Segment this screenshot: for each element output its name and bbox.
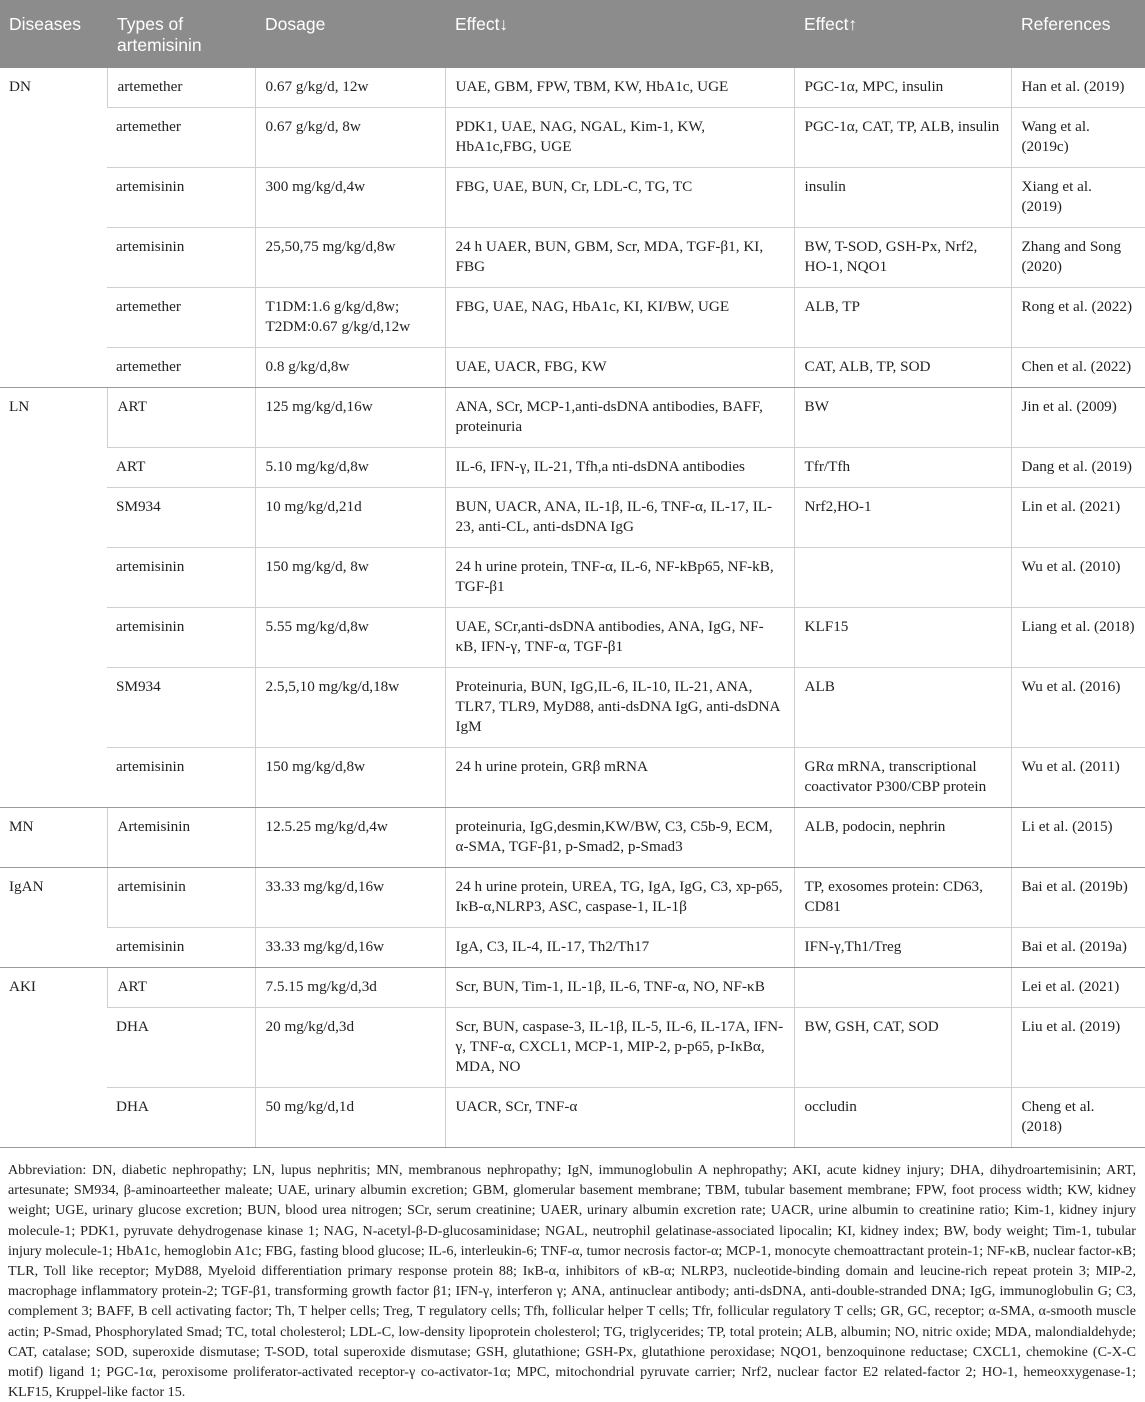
effect-down-cell: BUN, UACR, ANA, IL-1β, IL-6, TNF-α, IL-17, IL-23, anti-CL, anti-dsDNA IgG: [445, 488, 794, 548]
reference-cell: Bai et al. (2019b): [1011, 868, 1145, 928]
header-types: Types of artemisinin: [107, 0, 255, 68]
table-body: [0, 68, 1145, 1148]
effect-down-cell: 24 h urine protein, UREA, TG, IgA, IgG, C3, xp-p65, IκB-α,NLRP3, ASC, caspase-1, IL-1β: [445, 868, 794, 928]
effect-up-cell: GRα mRNA, transcriptional coactivator P300/CBP protein: [794, 748, 1011, 808]
artemisinin-type-cell: artemether: [107, 348, 255, 388]
effect-down-cell: 24 h UAER, BUN, GBM, Scr, MDA, TGF-β1, KI, FBG: [445, 228, 794, 288]
effect-up-cell: occludin: [794, 1088, 1011, 1148]
artemisinin-type-cell: ART: [107, 388, 255, 448]
header-dosage: Dosage: [255, 0, 445, 68]
disease-cell: LN: [0, 388, 107, 808]
dosage-cell: 0.67 g/kg/d, 8w: [255, 108, 445, 168]
dosage-cell: 5.55 mg/kg/d,8w: [255, 608, 445, 668]
header-row: [0, 0, 1145, 68]
effect-down-cell: Scr, BUN, Tim-1, IL-1β, IL-6, TNF-α, NO, NF-κB: [445, 968, 794, 1008]
reference-cell: Wang et al. (2019c): [1011, 108, 1145, 168]
dosage-cell: 0.8 g/kg/d,8w: [255, 348, 445, 388]
header-effect-down: Effect↓: [445, 0, 794, 68]
header-effect-up: Effect↑: [794, 0, 1011, 68]
effect-down-cell: PDK1, UAE, NAG, NGAL, Kim-1, KW, HbA1c,FBG, UGE: [445, 108, 794, 168]
table-row: [0, 1008, 1145, 1088]
effect-up-cell: [794, 548, 1011, 608]
effect-up-cell: BW, T-SOD, GSH-Px, Nrf2, HO-1, NQO1: [794, 228, 1011, 288]
artemisinin-type-cell: ART: [107, 448, 255, 488]
effect-up-cell: ALB, podocin, nephrin: [794, 808, 1011, 868]
header-diseases: Diseases: [0, 0, 107, 68]
artemisinin-type-cell: artemether: [107, 288, 255, 348]
effect-down-cell: proteinuria, IgG,desmin,KW/BW, C3, C5b-9, ECM, α-SMA, TGF-β1, p-Smad2, p-Smad3: [445, 808, 794, 868]
effect-up-cell: BW: [794, 388, 1011, 448]
disease-cell: IgAN: [0, 868, 107, 968]
reference-cell: Li et al. (2015): [1011, 808, 1145, 868]
reference-cell: Lin et al. (2021): [1011, 488, 1145, 548]
table-row: [0, 1088, 1145, 1148]
effect-up-cell: ALB, TP: [794, 288, 1011, 348]
header-references: References: [1011, 0, 1145, 68]
artemisinin-type-cell: artemisinin: [107, 168, 255, 228]
effect-up-cell: Tfr/Tfh: [794, 448, 1011, 488]
effect-up-cell: TP, exosomes protein: CD63, CD81: [794, 868, 1011, 928]
artemisinin-type-cell: artemisinin: [107, 928, 255, 968]
artemisinin-type-cell: artemisinin: [107, 748, 255, 808]
effect-down-cell: UAE, UACR, FBG, KW: [445, 348, 794, 388]
effect-up-cell: IFN-γ,Th1/Treg: [794, 928, 1011, 968]
effect-down-cell: UAE, SCr,anti-dsDNA antibodies, ANA, IgG, NF-κB, IFN-γ, TNF-α, TGF-β1: [445, 608, 794, 668]
table-row: [0, 168, 1145, 228]
table-row: [0, 868, 1145, 928]
reference-cell: Han et al. (2019): [1011, 68, 1145, 108]
effect-down-cell: Scr, BUN, caspase-3, IL-1β, IL-5, IL-6, IL-17A, IFN-γ, TNF-α, CXCL1, MCP-1, MIP-2, p-p65, p-IκBα, MDA, NO: [445, 1008, 794, 1088]
table-row: [0, 808, 1145, 868]
effect-down-cell: FBG, UAE, BUN, Cr, LDL-C, TG, TC: [445, 168, 794, 228]
artemisinin-type-cell: artemether: [107, 68, 255, 108]
dosage-cell: 7.5.15 mg/kg/d,3d: [255, 968, 445, 1008]
table-header: [0, 0, 1145, 68]
reference-cell: Lei et al. (2021): [1011, 968, 1145, 1008]
disease-cell: DN: [0, 68, 107, 388]
effect-down-cell: FBG, UAE, NAG, HbA1c, KI, KI/BW, UGE: [445, 288, 794, 348]
reference-cell: Cheng et al. (2018): [1011, 1088, 1145, 1148]
effect-up-cell: insulin: [794, 168, 1011, 228]
artemisinin-type-cell: ART: [107, 968, 255, 1008]
dosage-cell: 25,50,75 mg/kg/d,8w: [255, 228, 445, 288]
artemisinin-type-cell: Artemisinin: [107, 808, 255, 868]
reference-cell: Chen et al. (2022): [1011, 348, 1145, 388]
reference-cell: Bai et al. (2019a): [1011, 928, 1145, 968]
disease-cell: AKI: [0, 968, 107, 1148]
table-row: [0, 108, 1145, 168]
effect-up-cell: [794, 968, 1011, 1008]
effect-down-cell: 24 h urine protein, GRβ mRNA: [445, 748, 794, 808]
dosage-cell: 33.33 mg/kg/d,16w: [255, 928, 445, 968]
table-row: [0, 288, 1145, 348]
effect-down-cell: IL-6, IFN-γ, IL-21, Tfh,a nti-dsDNA antibodies: [445, 448, 794, 488]
reference-cell: Wu et al. (2011): [1011, 748, 1145, 808]
effect-up-cell: ALB: [794, 668, 1011, 748]
table-row: [0, 68, 1145, 108]
reference-cell: Dang et al. (2019): [1011, 448, 1145, 488]
artemisinin-type-cell: DHA: [107, 1008, 255, 1088]
dosage-cell: 20 mg/kg/d,3d: [255, 1008, 445, 1088]
artemisinin-type-cell: artemisinin: [107, 868, 255, 928]
reference-cell: Liu et al. (2019): [1011, 1008, 1145, 1088]
effect-down-cell: IgA, C3, IL-4, IL-17, Th2/Th17: [445, 928, 794, 968]
abbreviation-footnote: Abbreviation: DN, diabetic nephropathy; LN, lupus nephritis; MN, membranous nephropathy; IgN, immunoglobulin A nephropathy; AKI, acute kidney injury; DHA, dihydroartemisinin; ART, artesunate; SM934, β-aminoarteether maleate; UAE, urinary albumin excretion; GBM, glomerular basement membrane; TBM, tubular basement membrane; FPW, foot process width; KW, kidney weight; UGE, urinary glucose excretion; BUN, blood urea nitrogen; SCr, serum creatinine; UAER, urinary albumin excretion rate; UACR, urine albumin to creatinine ratio; Kim-1, kidney injury molecule-1; PDK1, pyruvate dehydrogenase kinase 1; NAG, N-acetyl-β-D-glucosaminidase; NGAL, neutrophil gelatinase-associated lipocalin; KI, kidney index; BW, body weight; Tim-1, tubular injury molecule-1; HbA1c, hemoglobin A1c; FBG, fasting blood glucose; IL-6, interleukin-6; TNF-α, tumor necrosis factor-α; MCP-1, monocyte chemoattractant protein-1; NF-κB, nuclear factor-κB; TLR, Toll like receptor; MyD88, Myeloid differentiation primary response protein 88; IκB-α, inhibitors of κB-α; NLRP3, nucleotide-binding domain and leucine-rich repeat protein 3; MIP-2, macrophage inflammatory protein-2; TGF-β1, transforming growth factor β1; IFN-γ, interferon γ; ANA, antinuclear antibody; anti-dsDNA, anti-double-stranded DNA; IgG, immunoglobulin G; C3, complement 3; BAFF, B cell activating factor; Th, T helper cells; Treg, T regulatory cells; Tfh, follicular helper T cells; Tfr, follicular regulatory T cells; GR, GC, receptor; α-SMA, α-smooth muscle actin; P-Smad, Phosphorylated Smad; TC, total cholesterol; LDL-C, low-density lipoprotein cholesterol; TG, triglycerides; TP, total protein; ALB, albumin; NO, nitric oxide; MDA, malondialdehyde; CAT, catalase; SOD, superoxide dismutase; T-SOD, total superoxide dismutase; GSH, glutathione; GSH-Px, glutathione peroxidase; NQO1, benzoquinone reductase; CXCL1, chemokine (C-X-C motif) ligand 1; PGC-1α, peroxisome proliferator-activated receptor-γ co-activator-1α; MPC, mitochondrial pyruvate carrier; Nrf2, nuclear factor E2 related-factor 2; HO-1, hemeoxxygenase-1; KLF15, Kruppel-like factor 15.: [8, 1162, 1136, 1401]
effect-up-cell: BW, GSH, CAT, SOD: [794, 1008, 1011, 1088]
dosage-cell: 150 mg/kg/d,8w: [255, 748, 445, 808]
artemisinin-type-cell: artemisinin: [107, 608, 255, 668]
reference-cell: Wu et al. (2010): [1011, 548, 1145, 608]
artemisinin-type-cell: artemisinin: [107, 228, 255, 288]
effect-up-cell: PGC-1α, CAT, TP, ALB, insulin: [794, 108, 1011, 168]
table-row: [0, 608, 1145, 668]
reference-cell: Liang et al. (2018): [1011, 608, 1145, 668]
table-row: [0, 668, 1145, 748]
artemisinin-type-cell: artemisinin: [107, 548, 255, 608]
dosage-cell: 10 mg/kg/d,21d: [255, 488, 445, 548]
dosage-cell: 33.33 mg/kg/d,16w: [255, 868, 445, 928]
effect-up-cell: CAT, ALB, TP, SOD: [794, 348, 1011, 388]
artemisinin-type-cell: DHA: [107, 1088, 255, 1148]
table-row: [0, 968, 1145, 1008]
reference-cell: Xiang et al. (2019): [1011, 168, 1145, 228]
dosage-cell: 150 mg/kg/d, 8w: [255, 548, 445, 608]
table-row: [0, 448, 1145, 488]
table-row: [0, 928, 1145, 968]
reference-cell: Jin et al. (2009): [1011, 388, 1145, 448]
table-row: [0, 548, 1145, 608]
reference-cell: Wu et al. (2016): [1011, 668, 1145, 748]
dosage-cell: T1DM:1.6 g/kg/d,8w; T2DM:0.67 g/kg/d,12w: [255, 288, 445, 348]
effect-up-cell: Nrf2,HO-1: [794, 488, 1011, 548]
effect-up-cell: KLF15: [794, 608, 1011, 668]
dosage-cell: 50 mg/kg/d,1d: [255, 1088, 445, 1148]
dosage-cell: 2.5,5,10 mg/kg/d,18w: [255, 668, 445, 748]
dosage-cell: 0.67 g/kg/d, 12w: [255, 68, 445, 108]
effect-down-cell: 24 h urine protein, TNF-α, IL-6, NF-kBp65, NF-kB, TGF-β1: [445, 548, 794, 608]
disease-cell: MN: [0, 808, 107, 868]
effect-up-cell: PGC-1α, MPC, insulin: [794, 68, 1011, 108]
artemisinin-type-cell: SM934: [107, 668, 255, 748]
dosage-cell: 5.10 mg/kg/d,8w: [255, 448, 445, 488]
reference-cell: Zhang and Song (2020): [1011, 228, 1145, 288]
effect-down-cell: Proteinuria, BUN, IgG,IL-6, IL-10, IL-21, ANA, TLR7, TLR9, MyD88, anti-dsDNA IgG, anti-dsDNA IgM: [445, 668, 794, 748]
artemisinin-type-cell: artemether: [107, 108, 255, 168]
table-row: [0, 388, 1145, 448]
dosage-cell: 125 mg/kg/d,16w: [255, 388, 445, 448]
table-row: [0, 348, 1145, 388]
artemisinin-type-cell: SM934: [107, 488, 255, 548]
effect-down-cell: ANA, SCr, MCP-1,anti-dsDNA antibodies, BAFF, proteinuria: [445, 388, 794, 448]
table-row: [0, 748, 1145, 808]
reference-cell: Rong et al. (2022): [1011, 288, 1145, 348]
dosage-cell: 300 mg/kg/d,4w: [255, 168, 445, 228]
effect-down-cell: UAE, GBM, FPW, TBM, KW, HbA1c, UGE: [445, 68, 794, 108]
dosage-cell: 12.5.25 mg/kg/d,4w: [255, 808, 445, 868]
table-row: [0, 488, 1145, 548]
effect-down-cell: UACR, SCr, TNF-α: [445, 1088, 794, 1148]
table-row: [0, 228, 1145, 288]
